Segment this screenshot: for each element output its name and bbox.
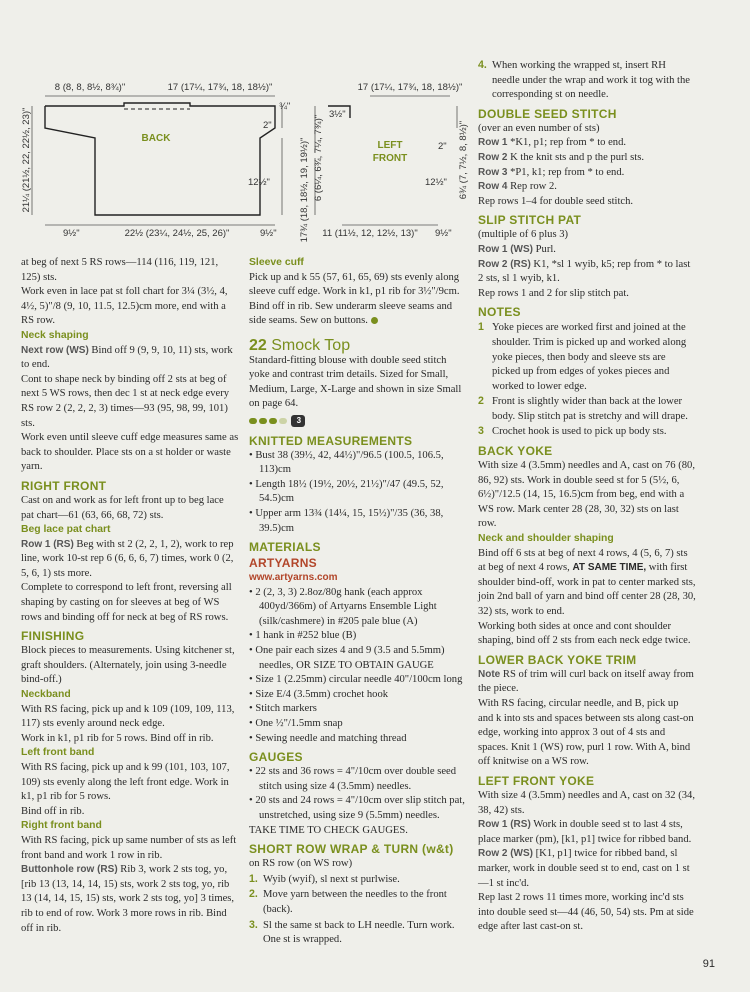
front-yoke: 2" — [438, 141, 447, 152]
sp-rep: Rep rows 1 and 2 for slip stitch pat. — [478, 287, 629, 299]
lf-p4: Rep last 2 rows 11 times more, working inc'd sts into double seed st—44 (46, 50, 54) sts. Pm at side edge after last cast-on st. — [478, 892, 694, 933]
front-bottom-left: 11 (11½, 12, 12½, 13)" — [322, 228, 418, 239]
sp-row-1: Row 1 (WS) Purl. — [478, 243, 556, 255]
ds-rep: Rep rows 1–4 for double seed stitch. — [478, 195, 634, 207]
back-schematic — [45, 103, 275, 215]
notes-heading: NOTES — [478, 305, 521, 320]
material-7: • One ½"/1.5mm snap — [249, 718, 343, 730]
by-p1: With size 4 (3.5mm) needles and A, cast on 76 (80, 86, 92) sts. Work in double seed st for 5 (5½, 6, 6½)"/12.5 (14, 15, 16.5)cm from beg, end with a WS row. Mark center 28 (28, 30, 32) sts on last row. — [478, 460, 695, 530]
lb-p2: With RS facing, circular needle, and B, pick up and k into sts and spaces between sts along cast-on edge, working into approx 3 out of 4 sts and spaces. Knit 1 (WS) row, purl 1 row. With A, bind off knitwise on a WS row. — [478, 697, 694, 768]
short-row-step-2: 2. Move yarn between the needles to the front (back). — [249, 888, 447, 915]
back-yoke-heading: BACK YOKE — [478, 444, 553, 459]
artyarns-url[interactable]: www.artyarns.com — [249, 572, 338, 584]
lf-p1: With size 4 (3.5mm) needles and A, cast on 32 (34, 38, 42) sts. — [478, 789, 695, 816]
column-3 — [478, 58, 696, 935]
note-1: 1 Yoke pieces are worked first and joined at the shoulder. Trim is picked up and worked along yoke pieces, then body and sleeve sts are picked up from edges of yokes pieces and worked to lower edge. — [478, 321, 687, 392]
column-1 — [21, 256, 239, 936]
pattern-title: 22 Smock Top — [249, 336, 351, 354]
sp-intro: (multiple of 6 plus 3) — [478, 229, 569, 241]
page-number: 91 — [702, 958, 715, 970]
c1-p10: With RS facing, pick up and k 109 (109, 109, 113, 117) sts evenly around neck edge. — [21, 703, 235, 730]
back-bottom-left: 9½" — [63, 228, 80, 239]
front-12: 12½" — [425, 177, 447, 188]
skill-level — [249, 414, 467, 429]
sp-row-2: Row 2 (RS) K1, *sl 1 wyib, k5; rep from * to last 2 sts, sl 1 wyib, k1. — [478, 258, 691, 285]
gauge-2: • 20 sts and 24 rows = 4"/10cm over slip stitch pat, unstretched, using size 9 (5.5mm) needles. — [249, 795, 465, 821]
back-small: ¾" — [279, 101, 291, 112]
gauge-3: TAKE TIME TO CHECK GAUGES. — [249, 824, 408, 836]
knitted-heading: KNITTED MEASUREMENTS — [249, 433, 413, 448]
front-label-1: LEFT — [377, 140, 403, 151]
c1-p3: Next row (WS) Bind off 9 (9, 9, 10, 11) sts, work to end. — [21, 344, 233, 371]
material-5: • Size E/4 (3.5mm) crochet hook — [249, 688, 389, 700]
lower-back-heading: LOWER BACK YOKE TRIM — [478, 652, 637, 667]
beg-lace-heading: Beg lace pat chart — [21, 524, 111, 536]
c1-p4: Cont to shape neck by binding off 2 sts at beg of next 5 WS rows, then dec 1 st at neck edge every RS row 2 (2, 2, 2, 3) times—93 (95, 98, 99, 101) sts. — [21, 373, 230, 429]
gauge-1: • 22 sts and 36 rows = 4"/10cm over double seed stitch using size 4 (3.5mm) needles. — [249, 766, 457, 792]
neck-shaping-heading: Neck shaping — [21, 329, 89, 341]
measure-1: • Bust 38 (39½, 42, 44½)"/96.5 (100.5, 106.5, 113)cm — [249, 449, 444, 476]
front-side2: 17¾ (18, 18½, 19, 19½)" — [299, 137, 310, 243]
c1-p15: Buttonhole row (RS) Rib 3, work 2 sts tog, yo, [rib 13 (13, 14, 14, 15) sts, work 2 sts tog, yo, rib 13 (14, 14, 15, 15) sts, work 2 sts tog, yo] 3 times, rib to end of row. Work 3 more rows in rib. Bind off in rib. — [21, 864, 235, 934]
material-2: • 1 hank in #252 blue (B) — [249, 630, 357, 642]
material-8: • Sewing needle and matching thread — [249, 732, 407, 744]
c1-p14: With RS facing, pick up same number of sts as left front band and work 1 row in rib. — [21, 834, 237, 861]
c2-p1: Pick up and k 55 (57, 61, 65, 69) sts evenly along sleeve cuff edge. Work in k1, p1 rib for 3½"/9cm. Bind off in rib. Sew underarm sleeve seams and side seams. Sew on buttons. — [249, 271, 460, 327]
c1-p8: Complete to correspond to left front, reversing all shaping by casting on for sleeves at beg of WS rows and binding off for neck at beg of RS rows. — [21, 582, 232, 623]
by-p2: Bind off 6 sts at beg of next 4 rows, 4 (5, 6, 7) sts at beg of next 4 rows, AT SAME TIME, with first shoulder bind-off, work in pat to center marked sts, join 2nd ball of yarn and bind off center 28 (28, 30, 32) sts, work to end. — [478, 547, 696, 617]
c1-p13: Bind off in rib. — [21, 805, 85, 817]
neck-shoulder-heading: Neck and shoulder shaping — [478, 533, 614, 545]
c1-p1: at beg of next 5 RS rows—114 (116, 119, 121, 125) sts. — [21, 257, 219, 283]
back-top-right: 17 (17¼, 17¾, 18, 18½)" — [167, 82, 273, 93]
back-side-left: 21¼ (21½, 22, 22½, 23)" — [21, 107, 32, 213]
left-front-band-heading: Left front band — [21, 747, 95, 759]
c1-p2: Work even in lace pat st foll chart for 3¼ (3½, 4, 4½, 5)"/8 (9, 10, 11.5, 12.5)cm more, end with a RS row. — [21, 286, 228, 327]
front-right: 6¾ (7, 7½, 8, 8½)" — [458, 120, 469, 200]
note-2: 2 Front is slightly wider than back at the lower body. Slip stitch pat is stretchy and will drape. — [478, 395, 688, 422]
front-top: 17 (17¼, 17¾, 18, 18½)" — [357, 82, 463, 93]
short-row-heading: SHORT ROW WRAP & TURN (w&t) — [249, 842, 454, 857]
lf-p3: Row 2 (WS) [K1, p1] twice for ribbed band, sl marker, work in double seed st to end, cast on 1 st—1 st inc'd. — [478, 848, 690, 889]
c1-p9: Block pieces to measurements. Using kitchener st, graft shoulders. (Alternately, join using 3-needle bind-off.) — [21, 645, 235, 686]
back-yoke: 2" — [263, 120, 272, 131]
end-dot-icon — [371, 317, 378, 324]
material-4: • Size 1 (2.25mm) circular needle 40"/100cm long — [249, 674, 463, 686]
artyarns-heading: ARTYARNS — [249, 556, 317, 571]
back-bottom-right: 9½" — [260, 228, 277, 239]
material-6: • Stitch markers — [249, 703, 317, 715]
left-front-yoke-heading: LEFT FRONT YOKE — [478, 773, 595, 788]
short-row-step-1: 1. Wyib (wyif), sl next st purlwise. — [249, 872, 400, 885]
lb-p1: Note RS of trim will curl back on itself away from the piece. — [478, 668, 694, 695]
ds-row-1: Row 1 *K1, p1; rep from * to end. — [478, 137, 627, 149]
short-row-intro: on RS row (on WS row) — [249, 858, 353, 870]
right-front-band-heading: Right front band — [21, 820, 102, 832]
short-row-step-4: 4. When working the wrapped st, insert RH needle under the wrap and work it tog with the corresponding st on needle. — [478, 59, 690, 101]
note-3: 3 Crochet hook is used to pick up body sts. — [478, 425, 667, 438]
short-row-step-3: 3. Sl the same st back to LH needle. Turn work. One st is wrapped. — [249, 918, 455, 946]
c1-p7: Row 1 (RS) Beg with st 2 (2, 2, 1, 2), work to rep line, work 10-st rep 6 (6, 6, 6, 7) times, work 0 (2, 5, 6, 1) sts more. — [21, 538, 234, 579]
c1-p11: Work in k1, p1 rib for 5 rows. Bind off in rib. — [21, 732, 214, 744]
front-bottom-right: 9½" — [435, 228, 452, 239]
back-bottom-mid: 22½ (23¼, 24½, 25, 26)" — [124, 228, 230, 239]
finishing-heading: FINISHING — [21, 629, 85, 644]
double-seed-heading: DOUBLE SEED STITCH — [478, 106, 617, 121]
measure-3: • Upper arm 13¾ (14¼, 15, 15½)"/35 (36, 38, 39.5)cm — [249, 507, 444, 534]
c1-p12: With RS facing, pick up and k 99 (101, 103, 107, 109) sts evenly along the left front edge. Work in k1, p1 rib for 5 rows. — [21, 762, 230, 803]
ds-row-3: Row 3 *P1, k1; rep from * to end. — [478, 166, 625, 178]
gauges-heading: GAUGES — [249, 750, 303, 765]
schematic-diagram — [20, 78, 490, 248]
front-label-2: FRONT — [372, 153, 408, 164]
slip-pat-heading: SLIP STITCH PAT — [478, 213, 582, 228]
back-12: 12½" — [248, 177, 270, 188]
column-2 — [249, 256, 467, 948]
ds-row-2: Row 2 K the knit sts and p the purl sts. — [478, 151, 644, 163]
sleeve-cuff-heading: Sleeve cuff — [249, 257, 304, 268]
materials-heading: MATERIALS — [249, 540, 321, 555]
c1-p6: Cast on and work as for left front up to beg lace pat chart—61 (63, 66, 68, 72) sts. — [21, 494, 224, 521]
measure-2: • Length 18½ (19½, 20½, 21½)"/47 (49.5, 52, 54.5)cm — [249, 478, 444, 505]
lf-p2: Row 1 (RS) Work in double seed st to last 4 sts, place marker (pm), [k1, p1] twice for ribbed band. — [478, 819, 692, 845]
ds-intro: (over an even number of sts) — [478, 122, 600, 134]
by-p3: Working both sides at once and cont shoulder shaping, bind off 2 sts from each neck edge twice. — [478, 620, 691, 647]
back-top-left: 8 (8, 8, 8½, 8¾)" — [54, 82, 126, 93]
c1-p5: Work even until sleeve cuff edge measures same as back to shoulder. Place sts on a st holder or waste yarn. — [21, 432, 239, 473]
right-front-heading: RIGHT FRONT — [21, 478, 107, 493]
front-3: 3½" — [329, 109, 346, 120]
back-label: BACK — [141, 133, 171, 144]
c2-p2: Standard-fitting blouse with double seed stitch yoke and contrast trim details. Sized for Small, Medium, Large, X-Large and shown in size Small on page 64. — [249, 354, 462, 410]
material-3: • One pair each sizes 4 and 9 (3.5 and 5.5mm) needles, OR SIZE TO OBTAIN GAUGE — [249, 645, 445, 671]
material-1: • 2 (2, 3, 3) 2.8oz/80g hank (each approx 400yd/366m) of Artyarns Ensemble Light (silk/cashmere) in #205 pale blue (A) — [249, 586, 437, 627]
front-side1: 6 (6¼, 6¾, 7¼, 7¾)" — [313, 114, 324, 202]
ds-row-4: Row 4 Rep row 2. — [478, 181, 557, 193]
skill-level-number: 3 — [296, 415, 302, 425]
neckband-heading: Neckband — [21, 689, 71, 701]
